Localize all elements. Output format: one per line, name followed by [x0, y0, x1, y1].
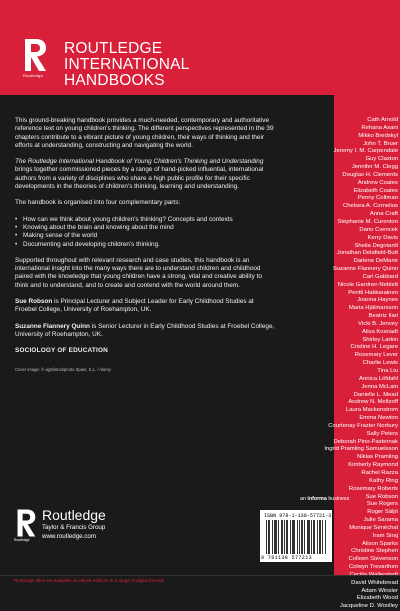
contributor-name: Kimberly Raymond: [348, 462, 398, 469]
contributor-name: Jacqueline D. Woolley: [339, 603, 398, 610]
informa-suffix: business: [328, 496, 350, 502]
list-item: • Making sense of the world: [15, 232, 277, 240]
contributor-name: David Whitebread: [351, 579, 398, 586]
contributor-name: Alisa Kosnadt: [361, 328, 398, 335]
contributor-name: Beatriz Ilari: [368, 313, 398, 320]
publisher-block: [14, 505, 164, 565]
contributor-name: Anna Craft: [369, 211, 398, 218]
contributor-name: Sue Rogers: [366, 501, 398, 508]
contributor-name: Darlene DeMarie: [353, 258, 398, 265]
contributor-name: Suzanne Flannery Quinn: [332, 266, 398, 273]
contributor-name: Roger Säljö: [367, 509, 398, 516]
cover-image-credit: Cover image: © ags/istockphoto Spain, S.L. / Alamy: [15, 366, 111, 372]
contributor-name: Douglas H. Clements: [342, 171, 398, 178]
publisher-group: Taylor & Francis Group: [42, 524, 106, 531]
contributor-name: Julie Sarama: [363, 517, 398, 524]
contributor-name: Jonathan Delafield-Butt: [336, 250, 398, 257]
divider: [0, 575, 400, 576]
contributor-name: Laura Mackenstrom: [345, 407, 398, 414]
contributor-name: Maria Hjälmarsson: [348, 305, 398, 312]
contributor-name: Christine Stephen: [351, 548, 398, 555]
blurb: [15, 117, 277, 374]
contributor-name: Colwyn Trevarthen: [348, 564, 398, 571]
routledge-logo-icon: [15, 508, 37, 538]
contributor-name: Courtenay Frazier Norbury: [328, 422, 398, 429]
informa-business-label: [300, 496, 349, 502]
summary-paragraph: Supported throughout with relevant research and case studies, this handbook is an international insight into the many ways there are to understand children and childhood paired with the knowledge that young children have a strong, vital and creative ability to think and to understand, and to create and contend with the world around them.: [15, 256, 262, 289]
contributor-name: Danielle L. Mead: [353, 391, 398, 398]
contributor-name: Cath Arnold: [367, 117, 398, 123]
contributor-name: Elizabeth Coates: [353, 187, 398, 194]
list-item: • Knowing about the brain and knowing about the mind: [15, 224, 277, 232]
contributor-name: Adam Winsler: [361, 587, 398, 594]
informa-prefix: an: [300, 496, 306, 502]
barcode-bars-icon: [266, 520, 326, 554]
series-title-line: ROUTLEDGE: [64, 40, 163, 57]
contributor-name: Penny Coltman: [357, 195, 398, 202]
contributor-name: Jenna McLain: [361, 383, 398, 390]
contributor-name: Jeremy I. M. Carpendale: [333, 148, 398, 155]
list-item: • How can we think about young children's thinking? Concepts and contexts: [15, 216, 277, 224]
title-paragraph: [15, 158, 277, 191]
routledge-logo-icon: [22, 38, 48, 72]
contributor-name: Andrew N. Meltzoff: [348, 399, 398, 406]
editor-name: Suzanne Flannery Quinn: [15, 322, 90, 330]
book-description: brings together commissioned pieces by a range of hand-picked influential, international authors from a variety of disciplines who share a high public profile for their specific developments in the theories of children's thinking, learning and understanding.: [15, 166, 264, 191]
list-item: • Documenting and developing children's thinking.: [15, 241, 277, 249]
contributor-name: Rosemary Roberts: [348, 485, 398, 492]
series-header: [0, 0, 400, 95]
contributor-name: Chelsea A. Cornelius: [342, 203, 398, 210]
contributor-name: Guy Claxton: [365, 156, 398, 163]
publisher-name: Routledge: [42, 507, 106, 523]
contributor-name: Carl Gabbard: [362, 273, 398, 280]
contributor-name: Charlie Lewis: [362, 360, 398, 367]
contributor-name: Annica Löfdahl: [359, 375, 398, 382]
contributor-name: Pentti Hakkarainen: [348, 289, 398, 296]
contributor-name: Kerry Davis: [367, 234, 398, 241]
contributor-name: Monique Sénéchal: [349, 524, 398, 531]
contributor-name: Sheila Degotardi: [354, 242, 398, 249]
series-title-line: HANDBOOKS: [64, 72, 165, 89]
contributor-name: Kathy Ring: [369, 477, 398, 484]
ebook-notice: Routledge titles are available as eBook editions in a range of digital formats: [14, 578, 165, 583]
contributor-name: Emma Newton: [359, 415, 398, 422]
contributor-name: Vicki B. Jenvey: [358, 320, 398, 327]
contributor-name: Alison Sparks: [361, 540, 398, 547]
contributor-name: Mikko Bredskyl: [358, 132, 398, 139]
contributor-name: Rachel Razza: [361, 469, 398, 476]
contributor-name: Ingrid Pramling Samuelsson: [324, 446, 398, 453]
logo-caption: Routledge: [14, 538, 30, 542]
isbn: ISBN 978-1-138-57721-3: [264, 513, 332, 519]
contributor-name: Niklas Pramling: [357, 454, 398, 461]
logo-caption: Routledge: [23, 73, 44, 78]
contributor-name: Rehana Asani: [361, 124, 398, 131]
contributor-name: Jennifer M. Clegg: [351, 164, 398, 171]
series-title-line: INTERNATIONAL: [64, 56, 190, 73]
contributor-name: Dario Cvencek: [359, 226, 398, 233]
contributor-name: Shirley Larkin: [362, 336, 398, 343]
editor-name: Sue Robson: [15, 298, 53, 306]
contributor-name: Deborah Pino-Pasternak: [333, 438, 398, 445]
contributor-name: Andrew Coates: [357, 179, 398, 186]
intro-paragraph: This ground-breaking handbook provides a much-needed, contemporary and authoritative reference text on young children's thinking. The different perspectives represented in the 39 chapters contribute to a vibrant picture of young children, their ways of thinking and their efforts at understanding, constructing and navigating the world.: [15, 117, 274, 149]
series-title: [64, 41, 189, 89]
contributor-name: Tina Liu: [377, 368, 398, 374]
editor-bio: [15, 323, 277, 340]
contributor-name: John T. Bruer: [363, 140, 398, 147]
contributor-name: Rosemary Lever: [354, 352, 398, 359]
contributor-name: Sally Peters: [366, 430, 398, 437]
editor-bio: [15, 298, 277, 315]
contributor-name: Nicole Gardner-Neblett: [337, 281, 398, 288]
parts-intro: The handbook is organised into four complementary parts:: [15, 199, 181, 207]
contributor-name: Joanna Haynes: [357, 297, 398, 304]
contributor-name: Sue Robson: [365, 493, 398, 500]
subject-category: SOCIOLOGY OF EDUCATION: [15, 347, 108, 355]
book-title: The Routledge International Handbook of Young Children's Thinking and Understanding: [15, 158, 264, 166]
parts-list: [15, 216, 277, 249]
contributor-name: Stephanie M. Curenton: [337, 218, 398, 225]
contributor-name: Iram Siraj: [372, 532, 398, 539]
contributor-name: Colleen Stevenson: [348, 556, 398, 563]
publisher-url[interactable]: www.routledge.com: [42, 533, 96, 540]
barcode: [260, 510, 332, 562]
editor-bio-text: is Senior Lecturer in Early Childhood Studies at Froebel College, University of Roehampton, UK.: [15, 322, 275, 338]
barcode-digits: 9 781138 577213: [261, 555, 313, 561]
editor-bio-text: is Principal Lecturer and Subject Leader for Early Childhood Studies at Froebel College, University of Roehampton, UK.: [15, 298, 254, 314]
informa-name: informa: [307, 496, 327, 502]
contributor-name: Cristine H. Legare: [350, 344, 398, 351]
contributor-name: Elizabeth Wood: [356, 595, 398, 602]
